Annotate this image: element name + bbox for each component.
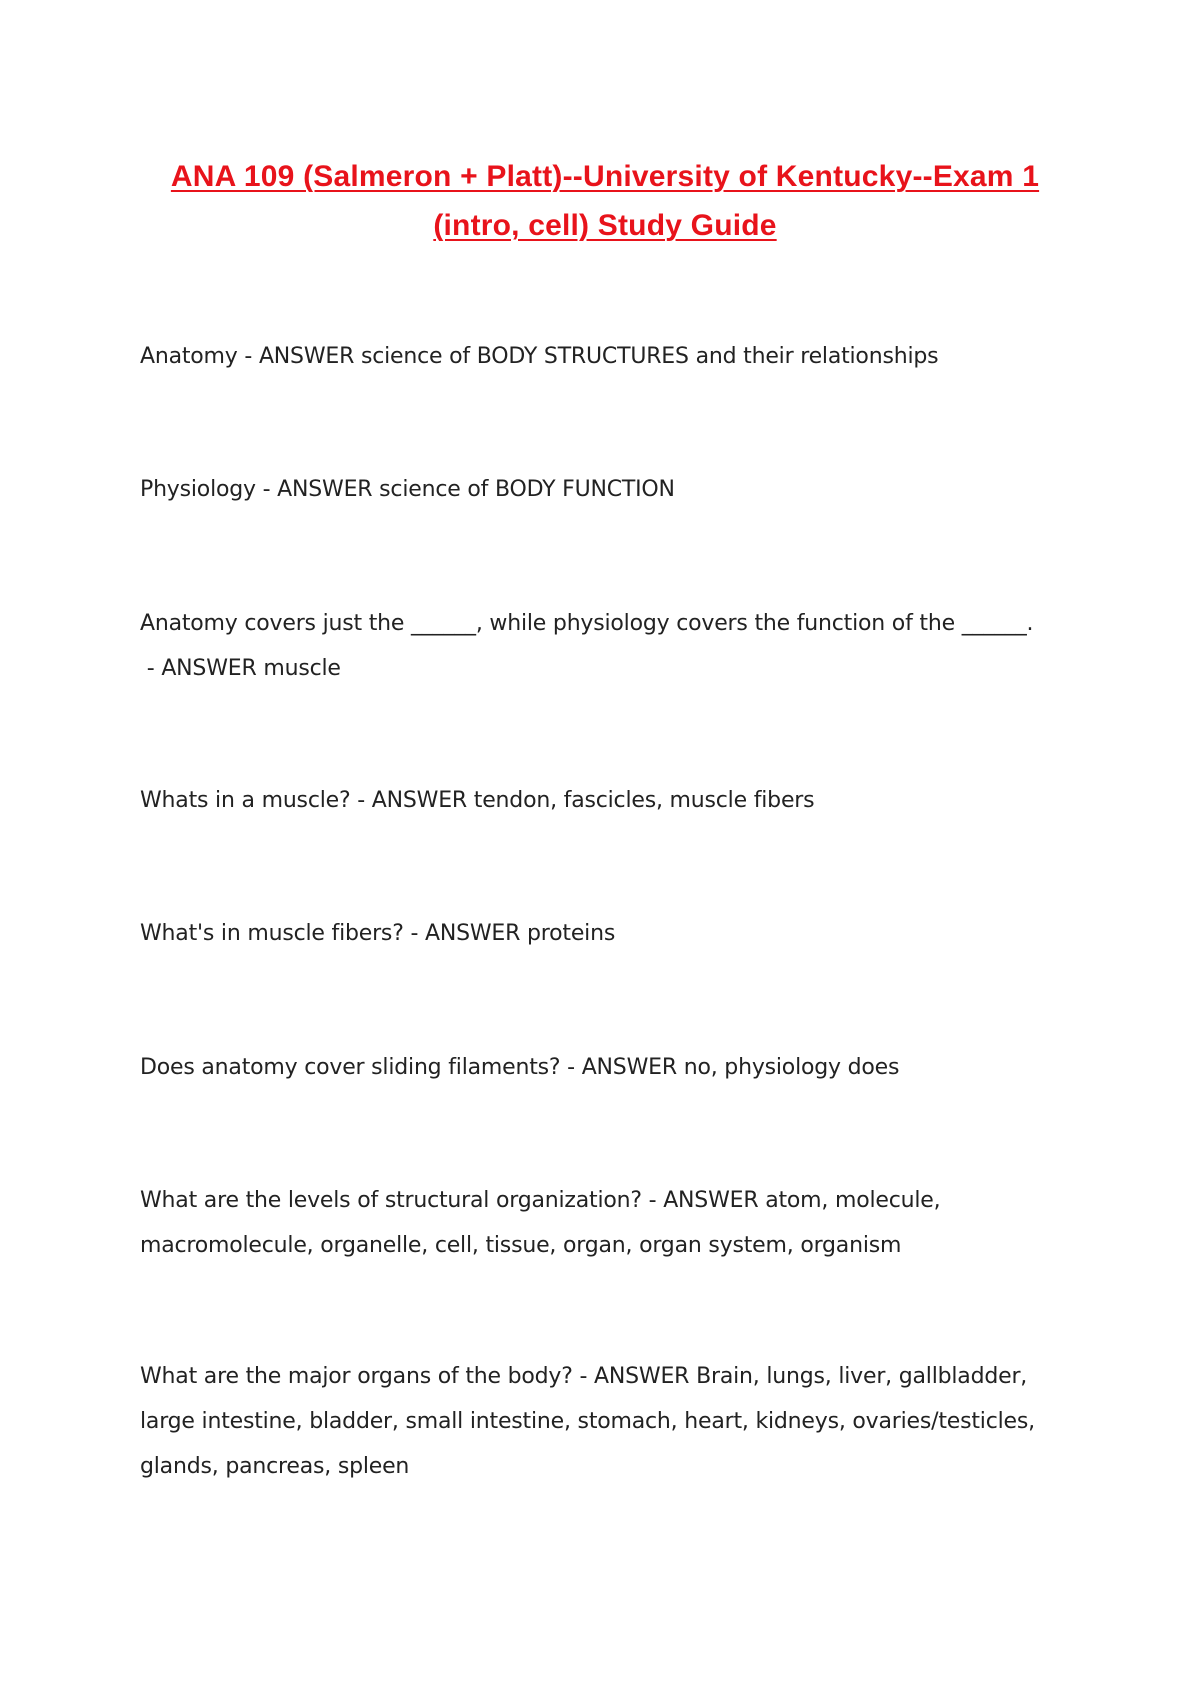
answer-separator: - ANSWER (255, 477, 380, 502)
qa-item (140, 911, 1060, 956)
question-text: What are the levels of structural organization? (140, 1188, 642, 1213)
qa-item (140, 778, 1060, 823)
answer-separator: - ANSWER (572, 1364, 697, 1389)
answer-separator: - ANSWER (560, 1055, 684, 1080)
answer-text: muscle (263, 656, 341, 681)
question-text: Does anatomy cover sliding filaments? (140, 1055, 561, 1080)
question-text: Whats in a muscle? (140, 788, 351, 813)
qa-item (140, 1045, 1060, 1090)
answer-text: science of BODY STRUCTURES and their relationships (360, 344, 939, 369)
question-text: What's in muscle fibers? (140, 921, 404, 946)
qa-item (140, 467, 1060, 512)
qa-item (140, 601, 1060, 691)
answer-text: science of BODY FUNCTION (379, 477, 675, 502)
answer-text: proteins (527, 921, 616, 946)
qa-item (140, 1178, 1060, 1268)
question-text: Anatomy (140, 344, 238, 369)
qa-item (140, 334, 1060, 379)
answer-separator: - ANSWER (403, 921, 528, 946)
answer-separator: - ANSWER (350, 788, 474, 813)
answer-text: no, physiology does (683, 1055, 900, 1080)
answer-text: atom, molecule, macromolecule, organelle, cell, tissue, organ, organ system, organism (140, 1188, 941, 1258)
answer-separator: - ANSWER (641, 1188, 766, 1213)
answer-separator: - ANSWER (237, 344, 361, 369)
answer-text: Brain, lungs, liver, gallbladder, large intestine, bladder, small intestine, stomach, heart, kidneys, ovaries/testicles, glands, pancreas, spleen (140, 1364, 1035, 1479)
qa-item (140, 1354, 1060, 1489)
answer-separator: - ANSWER (140, 656, 264, 681)
document-title: ANA 109 (Salmeron + Platt)--University of Kentucky--Exam 1 (intro, cell) Study Guide (170, 160, 1040, 242)
question-text: What are the major organs of the body? (140, 1364, 573, 1389)
answer-text: tendon, fascicles, muscle fibers (473, 788, 815, 813)
question-text: Anatomy covers just the ______, while physiology covers the function of the ______. (140, 611, 1034, 636)
question-text: Physiology (140, 477, 256, 502)
